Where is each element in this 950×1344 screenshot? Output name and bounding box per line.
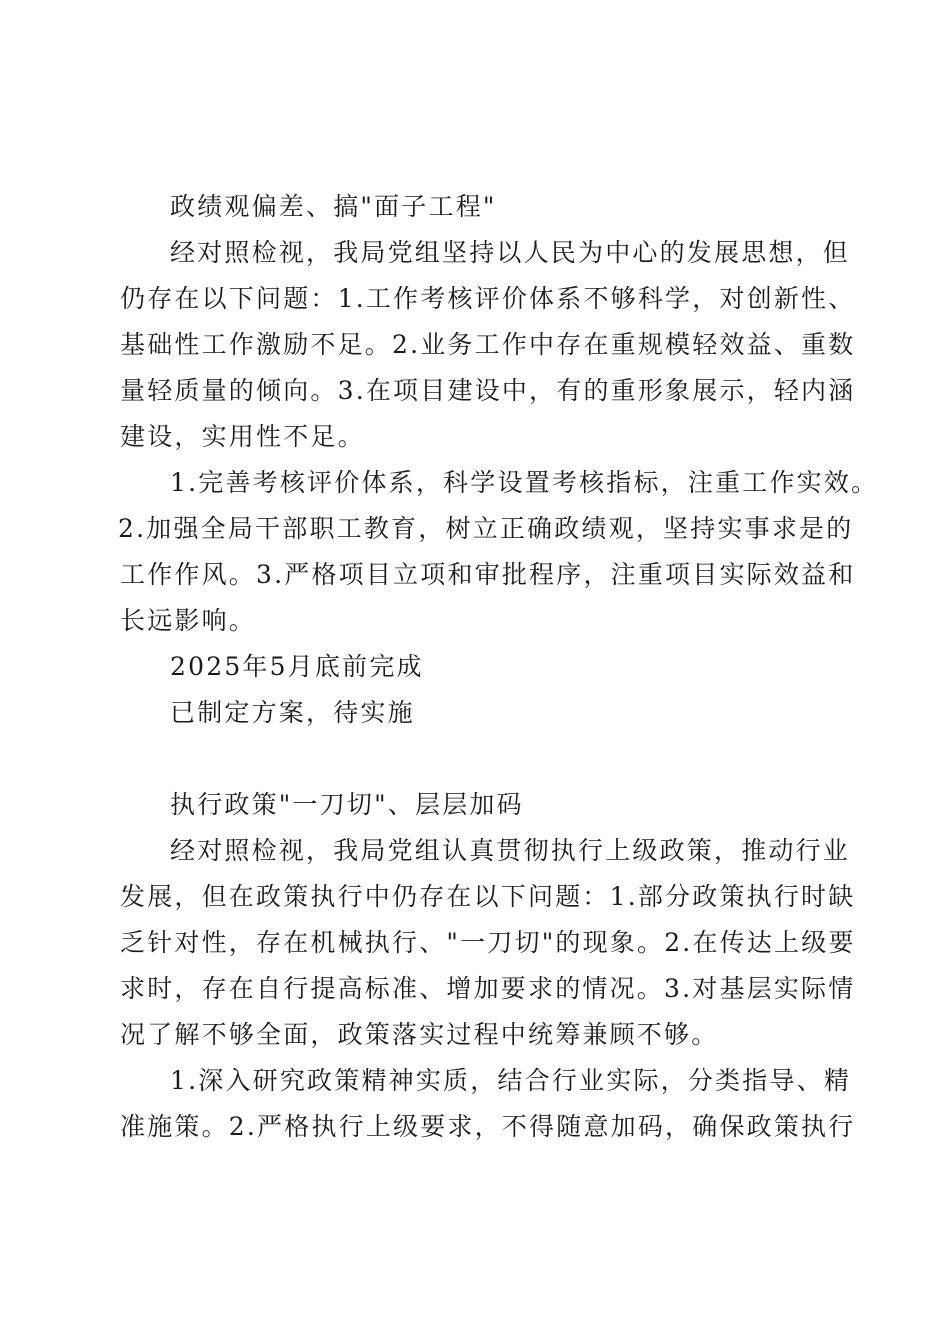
problem-line: 建设，实用性不足。 <box>120 422 365 451</box>
problem-line: 量轻质量的倾向。3.在项目建设中，有的重形象展示，轻内涵 <box>120 376 856 405</box>
measure-line: 1.完善考核评价体系，科学设置考核指标，注重工作实效。 <box>170 468 879 497</box>
problem-line: 经对照检视，我局党组认真贯彻执行上级政策，推动行业 <box>170 836 851 865</box>
problem-line: 况了解不够全面，政策落实过程中统筹兼顾不够。 <box>120 1020 719 1049</box>
deadline-text: 2025年5月底前完成 <box>170 652 424 681</box>
measure-line: 2.加强全局干部职工教育，树立正确政绩观，坚持实事求是的 <box>118 514 854 543</box>
measure-line: 准施策。2.严格执行上级要求，不得随意加码，确保政策执行 <box>120 1112 856 1141</box>
status-text: 已制定方案，待实施 <box>170 698 415 727</box>
problem-line: 基础性工作激励不足。2.业务工作中存在重规模轻效益、重数 <box>120 330 856 359</box>
problem-line: 仍存在以下问题：1.工作考核评价体系不够科学，对创新性、 <box>120 284 856 313</box>
problem-line: 求时，存在自行提高标准、增加要求的情况。3.对基层实际情 <box>120 974 856 1003</box>
problem-line: 乏针对性，存在机械执行、"一刀切"的现象。2.在传达上级要 <box>120 928 856 957</box>
section-title: 执行政策"一刀切"、层层加码 <box>170 790 524 819</box>
problem-line: 发展，但在政策执行中仍存在以下问题：1.部分政策执行时缺 <box>120 882 856 911</box>
measure-line: 长远影响。 <box>120 606 257 635</box>
problem-line: 经对照检视，我局党组坚持以人民为中心的发展思想，但 <box>170 238 851 267</box>
section-title: 政绩观偏差、搞"面子工程" <box>170 192 497 221</box>
measure-line: 1.深入研究政策精神实质，结合行业实际，分类指导、精 <box>170 1066 852 1095</box>
measure-line: 工作作风。3.严格项目立项和审批程序，注重项目实际效益和 <box>120 560 856 589</box>
